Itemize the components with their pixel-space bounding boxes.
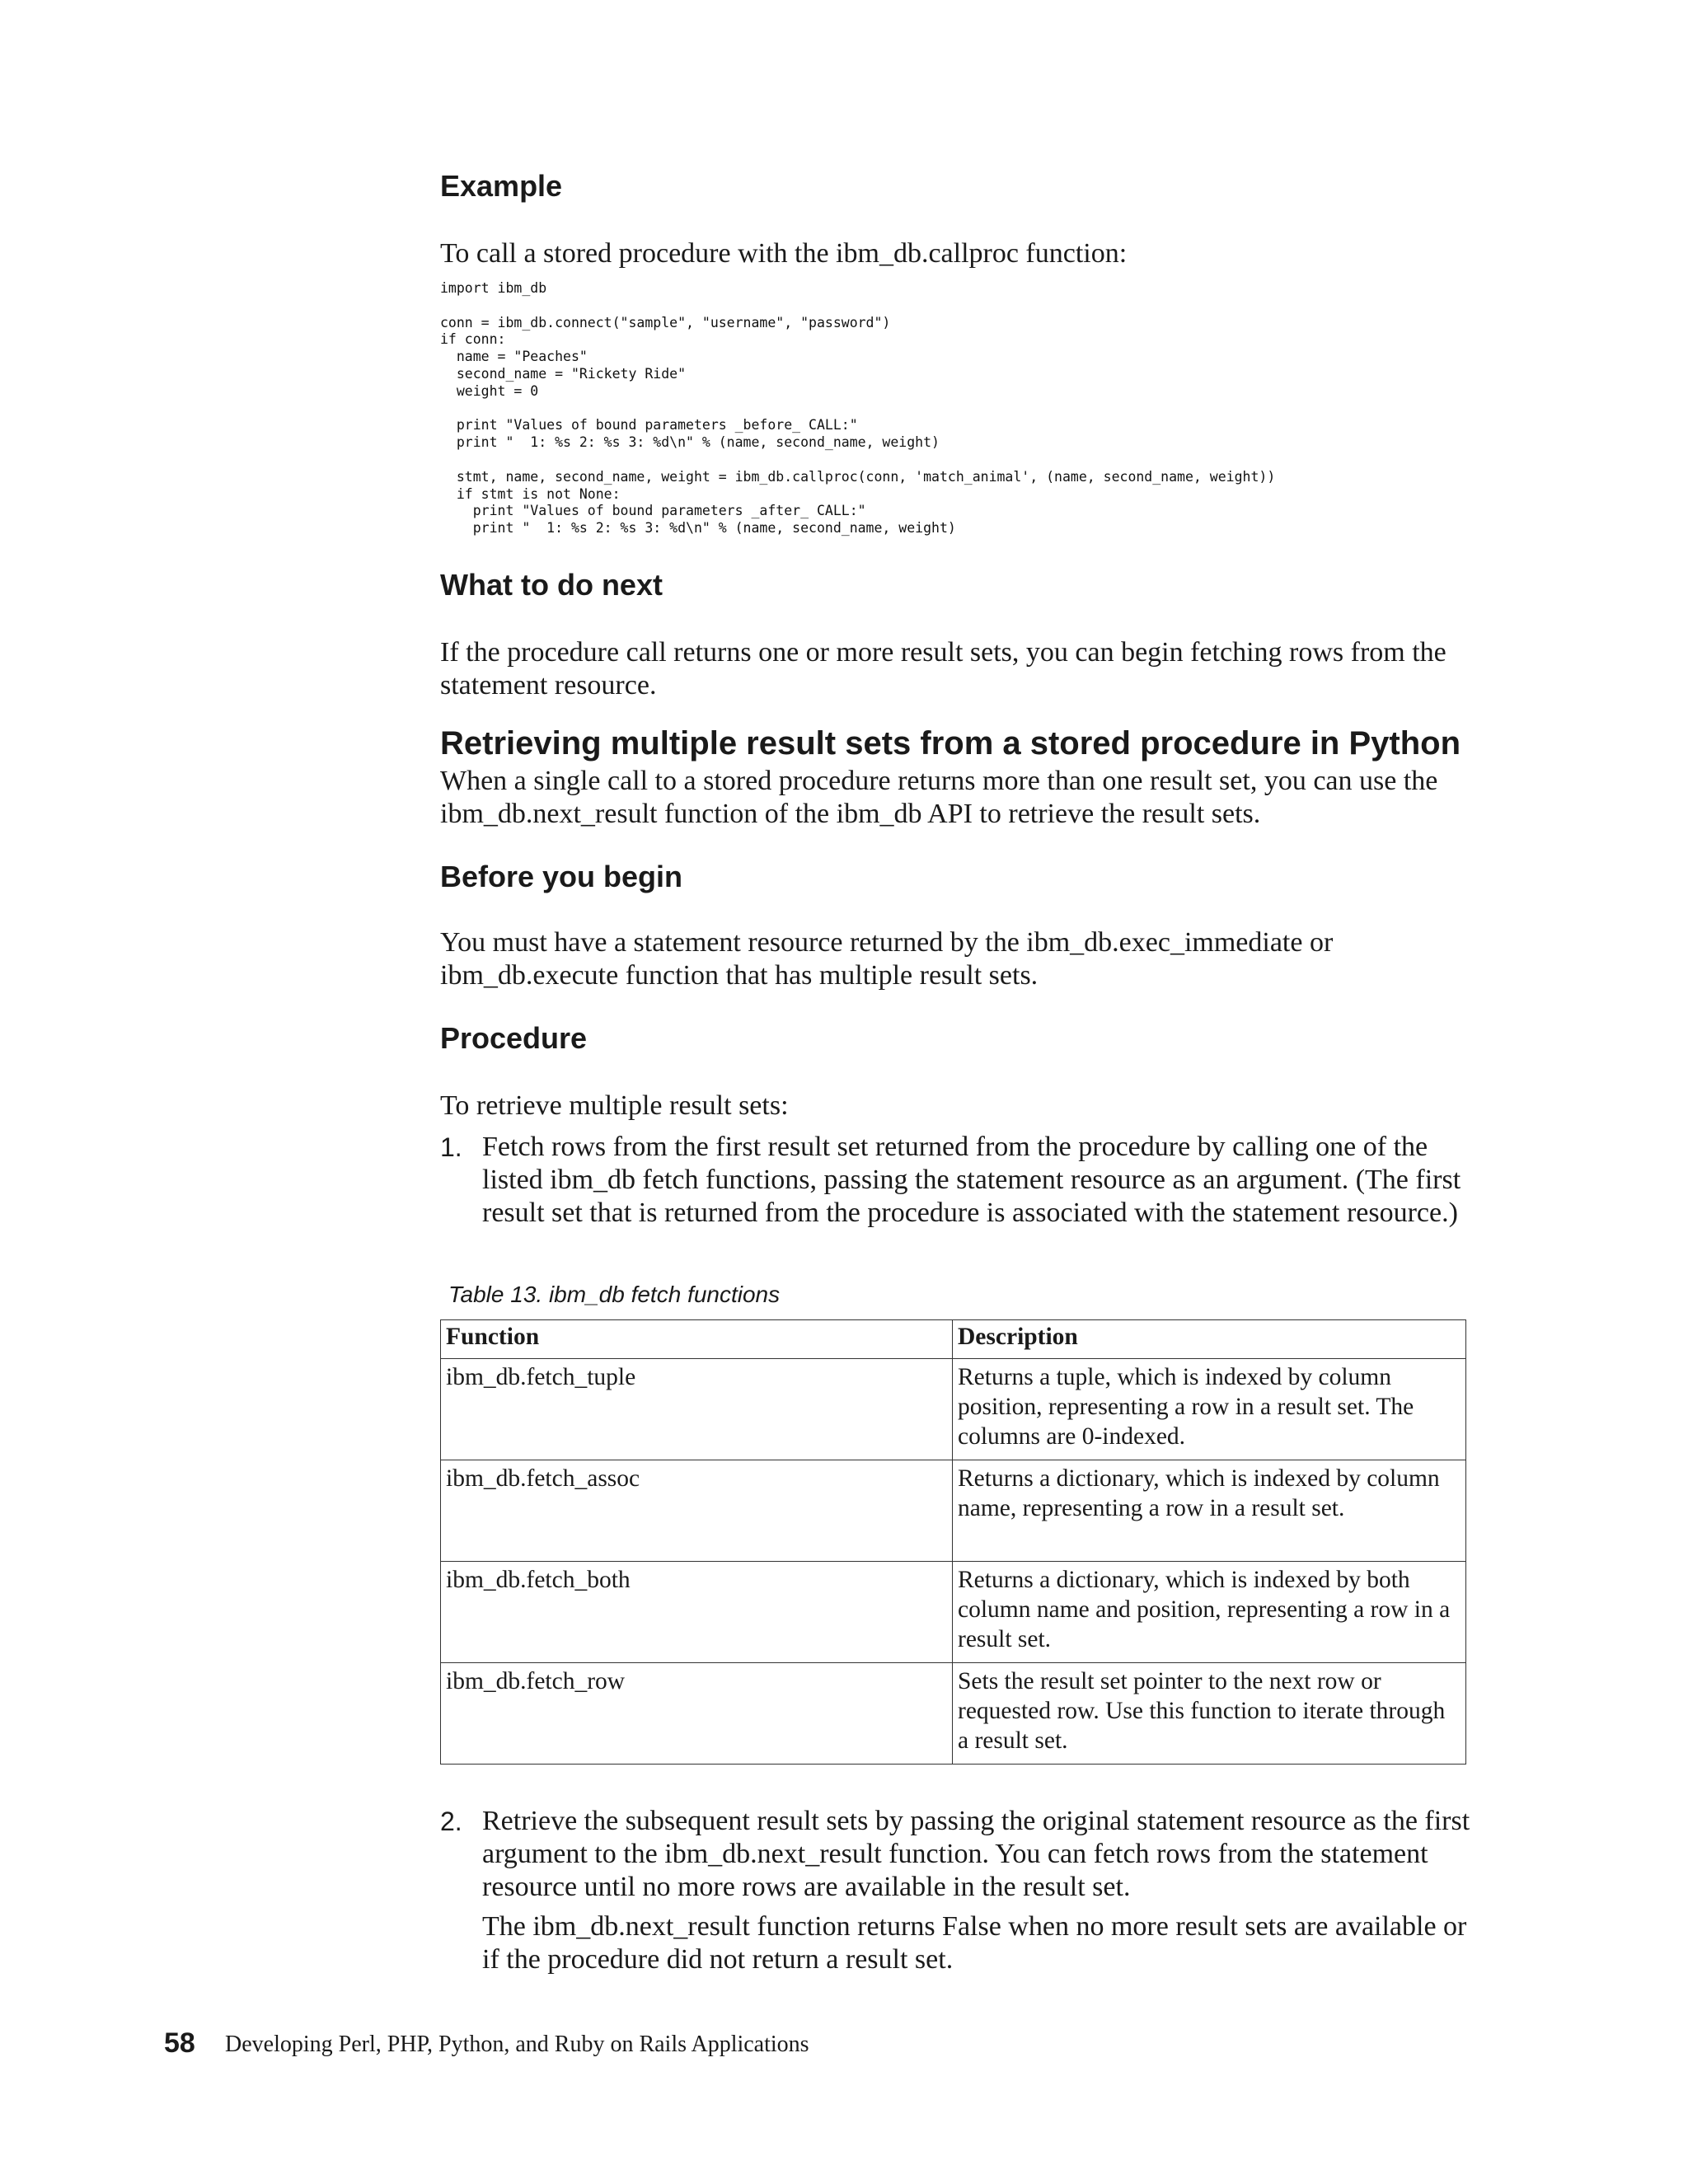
example-heading: Example [440,169,563,203]
procedure-intro: To retrieve multiple result sets: [440,1090,789,1121]
table-row [441,1663,1466,1765]
description-cell: Sets the result set pointer to the next row or requested row. Use this function to iterate through a result set. [953,1663,1466,1765]
what-next-text: If the procedure call returns one or more result sets, you can begin fetching rows from the statement resource. [440,637,1447,701]
step-1-number: 1. [440,1132,462,1162]
code-block: import ibm_db conn = ibm_db.connect("sample", "username", "password") if conn: name = "Peaches" second_name = "Rickety Ride" weight = 0 print "Values of bound parameters _before_ CALL:" print " 1: %s 2: %s 3: %d\n" % (name, second_name, weight) stmt, name, second_name, weight = ibm_db.callproc(conn, 'match_animal', (name, second_name, weight)) if stmt is not None: print "Values of bound parameters _after_ CALL:" print " 1: %s 2: %s 3: %d\n" % (name, second_name, weight) [440,280,1276,537]
step-2-number: 2. [440,1807,462,1836]
step-1-text: Fetch rows from the first result set returned from the procedure by calling one of the listed ibm_db fetch functions, passing the statement resource as an argument. (The first result set that is returned from the procedure is associated with the statement resource.) [482,1132,1461,1228]
section-title: Retrieving multiple result sets from a stored procedure in Python [440,725,1461,762]
procedure-heading: Procedure [440,1021,588,1055]
what-next-heading: What to do next [440,568,663,602]
page-number: 58 [164,2027,195,2059]
table-header-row [441,1320,1466,1359]
fetch-functions-table [440,1319,1466,1765]
description-cell: Returns a dictionary, which is indexed by column name, representing a row in a result set. [953,1460,1466,1562]
function-cell: ibm_db.fetch_both [441,1562,953,1663]
table-row [441,1359,1466,1460]
step-2-note: The ibm_db.next_result function returns False when no more result sets are available or if the procedure did not return a result set. [482,1911,1467,1975]
step-2-text: Retrieve the subsequent result sets by passing the original statement resource as the first argument to the ibm_db.next_result function. You can fetch rows from the statement resource until no more rows are available in the result set. [482,1806,1470,1902]
footer-book-title: Developing Perl, PHP, Python, and Ruby on Rails Applications [225,2032,809,2057]
header-function: Function [441,1320,953,1359]
table-caption: Table 13. ibm_db fetch functions [448,1282,781,1307]
function-cell: ibm_db.fetch_assoc [441,1460,953,1562]
description-cell: Returns a tuple, which is indexed by column position, representing a row in a result set. The columns are 0-indexed. [953,1359,1466,1460]
section-intro: When a single call to a stored procedure returns more than one result set, you can use the ibm_db.next_result function of the ibm_db API to retrieve the result sets. [440,766,1438,829]
function-cell: ibm_db.fetch_row [441,1663,953,1765]
header-description: Description [953,1320,1466,1359]
before-text: You must have a statement resource returned by the ibm_db.exec_immediate or ibm_db.execute function that has multiple result sets. [440,927,1334,991]
example-intro: To call a stored procedure with the ibm_db.callproc function: [440,238,1128,269]
table-row [441,1562,1466,1663]
before-heading: Before you begin [440,860,683,893]
description-cell: Returns a dictionary, which is indexed by both column name and position, representing a row in a result set. [953,1562,1466,1663]
table-row [441,1460,1466,1562]
function-cell: ibm_db.fetch_tuple [441,1359,953,1460]
